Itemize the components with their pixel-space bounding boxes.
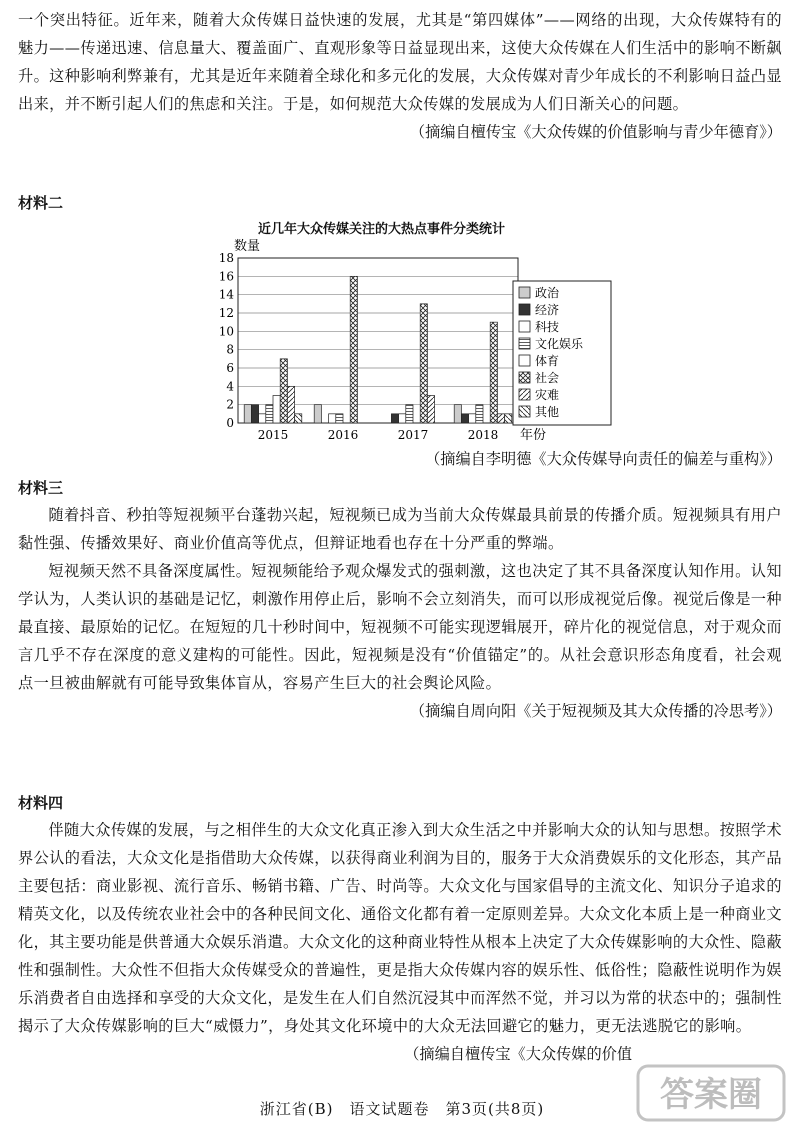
legend-swatch [519, 321, 530, 332]
y-tick-label: 14 [218, 287, 234, 302]
material-four-heading: 材料四 [18, 794, 64, 812]
bar-2018-科技 [469, 414, 476, 423]
material-two-source: （摘编自李明德《大众传媒导向责任的偏差与重构》） [425, 450, 782, 468]
bar-2016-文化娱乐 [336, 414, 343, 423]
y-tick-label: 0 [226, 416, 234, 430]
bar-2016-社会 [350, 276, 357, 423]
chart-legend [513, 281, 611, 425]
bar-2016-政治 [314, 405, 321, 423]
y-tick-label: 2 [226, 397, 234, 412]
x-tick-label: 2018 [467, 428, 499, 442]
bar-2018-经济 [461, 414, 468, 423]
legend-swatch [519, 304, 530, 315]
bar-2015-体育 [273, 396, 280, 424]
bar-2015-经济 [251, 405, 258, 423]
material-four-section [18, 790, 782, 1068]
legend-swatch [519, 338, 530, 349]
legend-label: 文化娱乐 [535, 337, 584, 351]
material-three-paragraph-2: 短视频天然不具备深度属性。短视频能给予观众爆发式的强刺激，这也决定了其不具备深度认知作用。认知学认为，人类认识的基础是记忆，刺激作用停止后，影响不会立刻消失，而可以形成视觉后像。视觉后像是一种最直接、最原始的记忆。在短短的几十秒时间中，短视频不可能实现逻辑展开，碎片化的视觉信息，对于观众而言几乎不存在深度的意义建构的可能性。因此，短视频是没有“价值锚定”的。从社会意识形态角度看，社会观点一旦被曲解就有可能导致集体盲从，容易产生巨大的社会舆论风险。 [18, 562, 782, 692]
x-axis-label: 年份 [520, 428, 547, 443]
bar-2015-政治 [244, 405, 251, 423]
legend-swatch [519, 389, 530, 400]
legend-swatch [519, 355, 530, 366]
material-three-source: （摘编自周向阳《关于短视频及其大众传播的冷思考》） [409, 702, 782, 720]
legend-label: 其他 [535, 405, 560, 419]
bar-2015-其他 [295, 414, 302, 423]
plot-area [219, 238, 546, 443]
y-axis-label: 数量 [234, 239, 261, 254]
legend-swatch [519, 287, 530, 298]
material-three-heading: 材料三 [18, 479, 64, 497]
bar-2015-文化娱乐 [266, 405, 273, 423]
material-one-paragraph: 一个突出特征。近年来，随着大众传媒日益快速的发展，尤其是“第四媒体”——网络的出现，大众传媒特有的魅力——传递迅速、信息量大、覆盖面广、直观形象等日益显现出来，这使大众传媒在人们生活中的影响不断飙升。这种影响利弊兼有，尤其是近年来随着全球化和多元化的发展，大众传媒对青少年成长的不利影响日益凸显出来，并不断引起人们的焦虑和关注。于是，如何规范大众传媒的发展成为人们日渐关心的问题。 [18, 11, 782, 113]
legend-label: 政治 [535, 286, 560, 300]
y-tick-label: 12 [218, 306, 234, 320]
bar-2017-社会 [420, 304, 427, 423]
chart-svg [18, 218, 782, 446]
bar-2015-灾难 [287, 386, 294, 423]
bar-2018-政治 [454, 405, 461, 423]
legend-box [513, 281, 611, 425]
y-tick-label: 18 [218, 251, 234, 265]
y-tick-label: 10 [218, 324, 234, 339]
chart-title: 近几年大众传媒关注的大热点事件分类统计 [258, 222, 506, 237]
y-tick-label: 8 [226, 342, 234, 357]
bar-2016-科技 [329, 414, 336, 423]
material-one-section [18, 6, 782, 146]
x-tick-label: 2016 [327, 428, 359, 442]
material-three-section [18, 475, 782, 725]
x-tick-label: 2017 [397, 428, 429, 442]
bar-2015-科技 [259, 414, 266, 423]
legend-label: 科技 [535, 320, 560, 334]
legend-label: 经济 [535, 303, 560, 317]
material-three-paragraph-1: 随着抖音、秒拍等短视频平台蓬勃兴起，短视频已成为当前大众传媒最具前景的传播介质。短视频具有用户黏性强、传播效果好、商业价值高等优点，但辩证地看也存在十分严重的弊端。 [18, 506, 782, 552]
bar-2017-科技 [399, 414, 406, 423]
bar-2017-灾难 [427, 396, 434, 424]
page-footer: 浙江省(B) 语文试题卷 第3页(共8页) [259, 1100, 545, 1118]
material-one-source: （摘编自檀传宝《大众传媒的价值影响与青少年德育》） [409, 123, 782, 141]
bar-2018-社会 [490, 322, 497, 423]
legend-label: 灾难 [535, 388, 560, 402]
legend-swatch [519, 372, 530, 383]
legend-label: 社会 [535, 371, 560, 385]
material-four-source: （摘编自檀传宝《大众传媒的价值 [404, 1045, 632, 1063]
bar-chart [18, 218, 782, 448]
bar-2018-灾难 [497, 414, 504, 423]
y-tick-label: 6 [226, 361, 234, 375]
material-two-section [18, 190, 782, 468]
bar-2017-文化娱乐 [406, 405, 413, 423]
y-tick-label: 4 [226, 379, 234, 394]
material-two-heading: 材料二 [18, 194, 64, 212]
bar-2015-社会 [280, 359, 287, 423]
legend-swatch [519, 406, 530, 417]
y-tick-label: 16 [218, 269, 234, 284]
bar-2018-文化娱乐 [476, 405, 483, 423]
svg-text:答案圈: 答案圈 [660, 1075, 762, 1115]
x-tick-label: 2015 [257, 428, 289, 442]
legend-label: 体育 [535, 354, 560, 368]
bar-2018-其他 [505, 414, 512, 423]
material-four-paragraph: 伴随大众传媒的发展，与之相伴生的大众文化真正渗入到大众生活之中并影响大众的认知与思想。按照学术界公认的看法，大众文化是指借助大众传媒，以获得商业利润为目的，服务于大众消费娱乐的文化形态，其产品主要包括：商业影视、流行音乐、畅销书籍、广告、时尚等。大众文化与国家倡导的主流文化、知识分子追求的精英文化，以及传统农业社会中的各种民间文化、通俗文化都有着一定原则差异。大众文化本质上是一种商业文化，其主要功能是供普通大众娱乐消遣。大众文化的这种商业特性从根本上决定了大众传媒影响的大众性、隐蔽性和强制性。大众性不但指大众传媒受众的普遍性，更是指大众传媒内容的娱乐性、低俗性；隐蔽性说明作为娱乐消费者自由选择和享受的大众文化，是发生在人们自然沉浸其中而浑然不觉，并习以为常的状态中的；强制性揭示了大众传媒影响的巨大“威慑力”，身处其文化环境中的大众无法回避它的魅力，更无法逃脱它的影响。 [18, 821, 782, 1035]
bar-2017-经济 [391, 414, 398, 423]
